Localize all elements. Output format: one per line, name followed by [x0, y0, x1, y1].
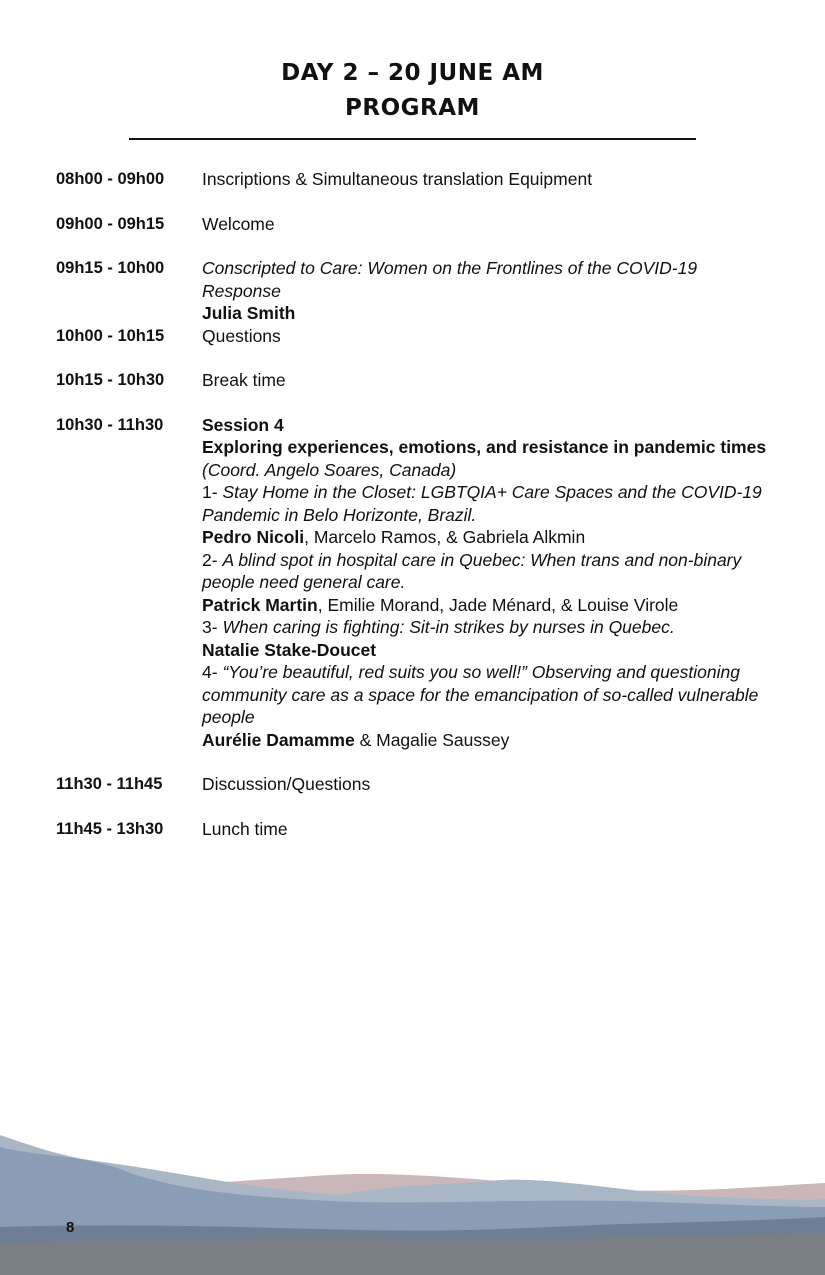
- lead-author: Pedro Nicoli: [202, 527, 305, 547]
- page-number: 8: [66, 1219, 75, 1236]
- keynote: [202, 257, 768, 325]
- activity: Discussion/Questions: [202, 774, 371, 794]
- paper-title: A blind spot in hospital care in Quebec: When trans and non-binary people need general care.: [202, 549, 742, 592]
- lead-author: Patrick Martin: [202, 594, 318, 615]
- lead-author: Aurélie Damamme: [202, 729, 355, 750]
- time-slot: 11h45 - 13h30: [56, 819, 164, 838]
- paper-4-authors: [202, 729, 768, 752]
- co-authors: , Marcelo Ramos, & Gabriela Alkmin: [304, 527, 586, 547]
- page-title: DAY 2 – 20 JUNE AM: [281, 60, 544, 86]
- paper-number: 3-: [202, 617, 223, 637]
- title-divider: [129, 138, 696, 140]
- schedule-row: [56, 213, 768, 236]
- lead-author: Natalie Stake-Doucet: [202, 639, 377, 660]
- speaker-name: Julia Smith: [202, 303, 296, 323]
- time-slot: 08h00 - 09h00: [56, 170, 165, 188]
- activity: Welcome: [202, 213, 275, 234]
- paper-4: [202, 661, 768, 729]
- time-slot: 09h15 - 10h00: [56, 259, 165, 277]
- paper-2-authors: [202, 594, 768, 617]
- page-header: [0, 56, 825, 126]
- schedule-row: [56, 257, 768, 325]
- program-schedule: [56, 168, 768, 862]
- paper-number: 1-: [202, 482, 223, 502]
- paper-3: [202, 616, 768, 639]
- paper-2: [202, 549, 768, 594]
- time-slot: 10h30 - 11h30: [56, 415, 164, 434]
- paper-1: [202, 481, 768, 526]
- schedule-row: [56, 369, 768, 392]
- talk-title: Conscripted to Care: Women on the Frontlines of the COVID-19 Response: [202, 258, 698, 301]
- activity: Questions: [202, 325, 281, 346]
- co-authors: , Emilie Morand, Jade Ménard, & Louise Virole: [317, 594, 679, 615]
- schedule-row: [56, 168, 768, 191]
- session-coordinator: (Coord. Angelo Soares, Canada): [202, 459, 457, 480]
- time-slot: 09h00 - 09h15: [56, 214, 165, 233]
- paper-1-authors: [202, 526, 768, 549]
- session-block: [202, 414, 768, 752]
- paper-title: Stay Home in the Closet: LGBTQIA+ Care Spaces and the COVID-19 Pandemic in Belo Horizonte, Brazil.: [202, 482, 762, 525]
- schedule-row: [56, 773, 768, 796]
- schedule-row: [56, 414, 768, 752]
- schedule-row: [56, 818, 768, 841]
- session-title: Exploring experiences, emotions, and resistance in pandemic times: [202, 437, 767, 457]
- paper-title: When caring is fighting: Sit-in strikes by nurses in Quebec.: [222, 617, 675, 637]
- paper-title: “You’re beautiful, red suits you so well!” Observing and questioning community care as a space for the emancipation of so-called vulnerable people: [202, 662, 759, 727]
- paper-3-authors: [202, 639, 768, 662]
- page-subtitle: PROGRAM: [345, 95, 480, 121]
- activity: Break time: [202, 370, 286, 390]
- mountain-landscape-illustration: [0, 1135, 825, 1275]
- session-label: Session 4: [202, 414, 284, 435]
- paper-number: 4-: [202, 662, 223, 682]
- paper-number: 2-: [202, 549, 223, 570]
- activity: Lunch time: [202, 818, 288, 839]
- co-authors: & Magalie Saussey: [354, 729, 510, 750]
- time-slot: 11h30 - 11h45: [56, 775, 163, 793]
- schedule-row: [56, 325, 768, 348]
- activity: Inscriptions & Simultaneous translation Equipment: [202, 169, 593, 189]
- time-slot: 10h15 - 10h30: [56, 371, 165, 389]
- time-slot: 10h00 - 10h15: [56, 326, 165, 345]
